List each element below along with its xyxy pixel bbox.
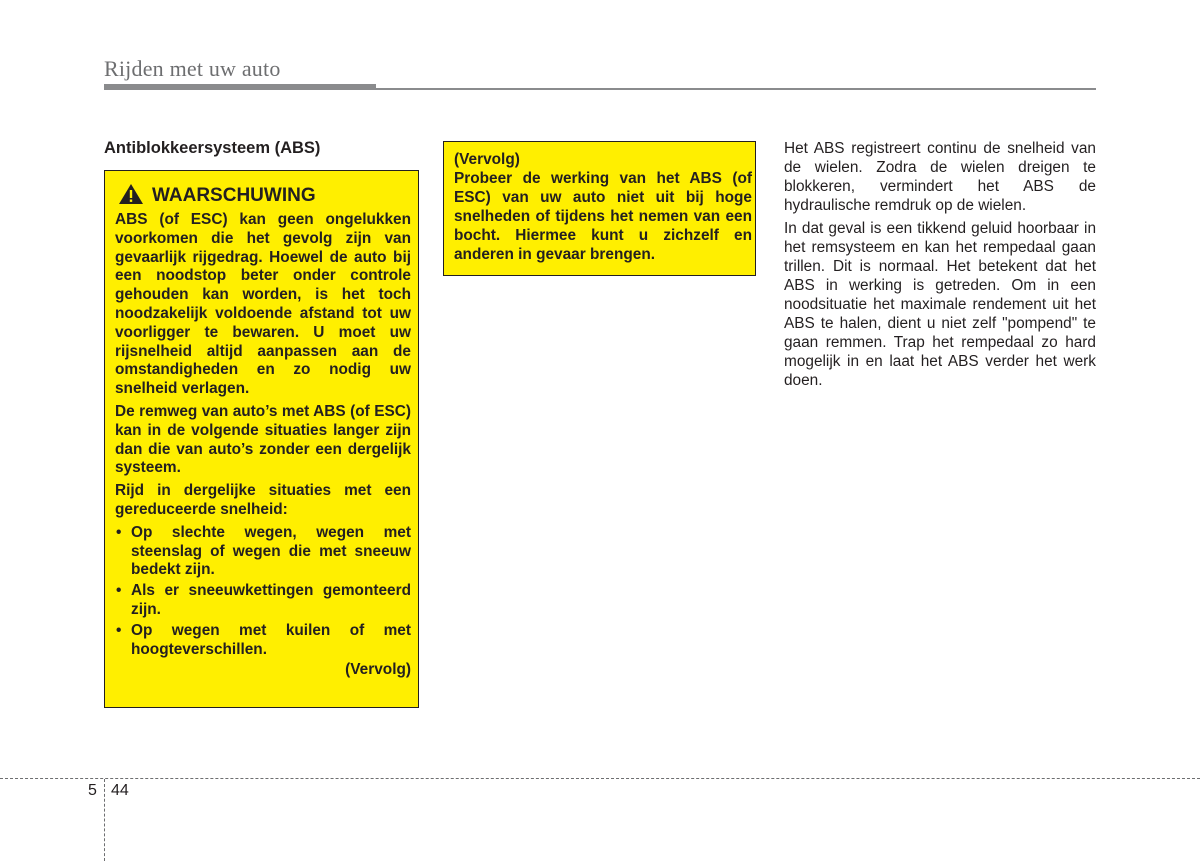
warning-paragraph-2: De remweg van auto’s met ABS (of ESC) kan in de volgende situaties langer zijn dan die van auto’s zonder een dergelijk systeem. bbox=[115, 402, 411, 477]
warning-continued-label: (Vervolg) bbox=[345, 661, 411, 679]
list-item: • Op slechte wegen, wegen met steenslag of wegen die met sneeuw bedekt zijn. bbox=[115, 524, 411, 580]
header-rule-thick bbox=[104, 84, 376, 90]
continuation-box bbox=[443, 141, 756, 276]
body-column bbox=[784, 139, 1096, 394]
section-heading: Antiblokkeersysteem (ABS) bbox=[104, 139, 321, 157]
page-number: 44 bbox=[111, 782, 129, 799]
warning-title: WAARSCHUWING bbox=[152, 184, 316, 206]
warning-title-row bbox=[115, 183, 411, 209]
page-header-title: Rijden met uw auto bbox=[104, 56, 281, 81]
page-chapter-number: 5 bbox=[88, 782, 97, 799]
continuation-text: Probeer de werking van het ABS (of ESC) van uw auto niet uit bij hoge snelheden of tijdens het nemen van een bocht. Hiermee kunt u zichzelf en anderen in gevaar brengen. bbox=[454, 170, 752, 263]
body-paragraph-1: Het ABS registreert continu de snelheid van de wielen. Zodra de wielen dreigen te blokkeren, vermindert het ABS de hydraulische remdruk op de wielen. bbox=[784, 140, 1096, 214]
list-item: • Als er sneeuwkettingen gemonteerd zijn. bbox=[115, 582, 411, 620]
list-item: • Op wegen met kuilen of met hoogteverschillen. bbox=[115, 622, 411, 660]
warning-list bbox=[115, 524, 411, 660]
footer-dashed-divider bbox=[104, 779, 105, 861]
warning-paragraph-3: Rijd in dergelijke situaties met een gereduceerde snelheid: bbox=[115, 482, 411, 518]
warning-paragraph-1: ABS (of ESC) kan geen ongelukken voorkomen die het gevolg zijn van gevaarlijk rijgedrag. Hoewel de auto bij een noodstop beter onder controle gehouden kan worden, is het toch noodzakelijk voldoende afstand tot uw voorligger te bewaren. U moet uw rijsnelheid altijd aanpassen aan de omstandigheden en zo nodig uw snelheid verlagen. bbox=[115, 211, 411, 398]
warning-triangle-icon bbox=[118, 183, 152, 210]
continuation-label: (Vervolg) bbox=[454, 151, 520, 168]
body-paragraph-2: In dat geval is een tikkend geluid hoorbaar in het remsysteem en kan het rempedaal gaan trillen. Dit is normaal. Het betekent dat het ABS in werking is getreden. Om in een noodsituatie het maximale rendement uit het ABS te halen, dient u niet zelf "pompend" te gaan remmen. Trap het rempedaal zo hard mogelijk in en laat het ABS verder het werk doen. bbox=[784, 220, 1096, 389]
warning-box bbox=[104, 170, 419, 708]
header-rule-thin bbox=[376, 88, 1096, 90]
footer-dashed-line bbox=[0, 778, 1200, 779]
